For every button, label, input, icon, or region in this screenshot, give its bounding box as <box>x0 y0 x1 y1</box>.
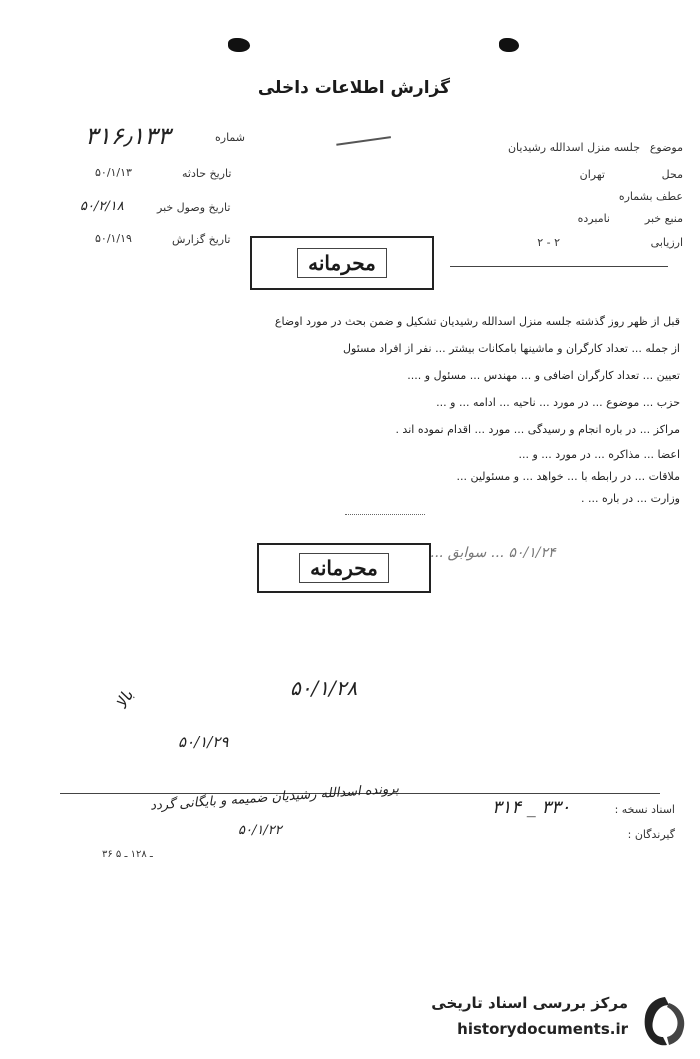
emblem-mark-right <box>499 38 519 52</box>
body-line: از جمله ... تعداد کارگران و ماشینها بامکانات بیشتر ... نفر از افراد مسئول <box>343 342 680 355</box>
body-line: اعضا ... مذاکره ... در مورد ... و ... <box>518 448 680 461</box>
body-line: ملاقات ... در رابطه با ... خواهد ... و مسئولین ... <box>456 470 680 483</box>
body-paragraph-2 <box>80 444 680 510</box>
initials-mark: بالا <box>111 686 138 713</box>
document-title: گزارش اطلاعات داخلی <box>257 78 450 98</box>
number-value: ۳۱۶٫۱۳۳ <box>85 122 171 150</box>
event-date-value: ۵۰/۱/۱۳ <box>95 166 132 179</box>
location-value: تهران <box>579 168 605 181</box>
source-label: منبع خبر <box>644 212 683 225</box>
archive-line: ۵۰/۱/۲۴ ... سوابق ... <box>430 545 556 561</box>
report-date-label: تاریخ گزارش <box>172 233 231 246</box>
copy-value: ۳۱۴ _ ۳۳۰ <box>492 797 571 818</box>
header-divider <box>450 266 668 267</box>
confidential-stamp-bottom-text: محرمانه <box>299 553 389 583</box>
body-paragraph-1 <box>80 308 680 443</box>
margin-date: ۵۰/۱/۲۹ <box>178 733 229 751</box>
received-date-value: ۵۰/۲/۱۸ <box>80 199 124 214</box>
archive-watermark <box>420 990 695 1052</box>
confidential-stamp-top <box>250 236 434 290</box>
reference-label: عطف بشماره <box>618 190 683 203</box>
evaluation-value: ۲ - ۲ <box>537 236 560 249</box>
archive-logo-icon <box>639 993 691 1049</box>
body-line: حزب ... موضوع ... در مورد ... ناحیه ... ادامه ... و ... <box>436 396 680 409</box>
file-code: ۳۶ ـ ۱۲۸ ـ ۵ <box>102 849 153 860</box>
copy-label: اسناد نسخه : <box>614 803 675 816</box>
event-date-label: تاریخ حادثه <box>182 167 232 180</box>
subject-scribble <box>334 120 391 145</box>
handwritten-subnote: ۵۰/۱/۲۲ <box>238 823 282 838</box>
archive-org-name: مرکز بررسی اسناد تاریخی <box>431 994 628 1012</box>
archive-website: historydocuments.ir <box>457 1020 628 1038</box>
source-value: نامبرده <box>577 212 610 225</box>
received-date-label: تاریخ وصول خبر <box>157 201 231 214</box>
recipients-label: گیرندگان : <box>627 828 675 841</box>
body-line: وزارت ... در باره ... . <box>580 492 680 505</box>
body-line: قبل از ظهر روز گذشته جلسه منزل اسدالله رشیدیان تشکیل و ضمن بحث در مورد اوضاع <box>274 315 680 328</box>
handwritten-note: پرونده اسدالله رشیدیان ضمیمه و بایگانی گردد <box>149 781 400 814</box>
closing-dots <box>345 514 425 515</box>
confidential-stamp-bottom <box>257 543 431 593</box>
date-stamp: ۵۰/۱/۲۸ <box>290 676 358 700</box>
body-line: تعیین ... تعداد کارگران اضافی و ... مهندس ... مسئول و .... <box>407 369 680 382</box>
report-date-value: ۵۰/۱/۱۹ <box>95 232 132 245</box>
emblem-mark-left <box>228 38 250 52</box>
evaluation-label: ارزیابی <box>650 236 683 249</box>
subject-value: جلسه منزل اسدالله رشیدیان <box>507 141 640 154</box>
subject-label: موضوع <box>649 141 683 154</box>
confidential-stamp-top-text: محرمانه <box>297 248 387 278</box>
number-label: شماره <box>215 131 246 144</box>
body-line: مراکز ... در باره انجام و رسیدگی ... مورد ... اقدام نموده اند . <box>395 423 680 436</box>
location-label: محل <box>661 168 683 181</box>
